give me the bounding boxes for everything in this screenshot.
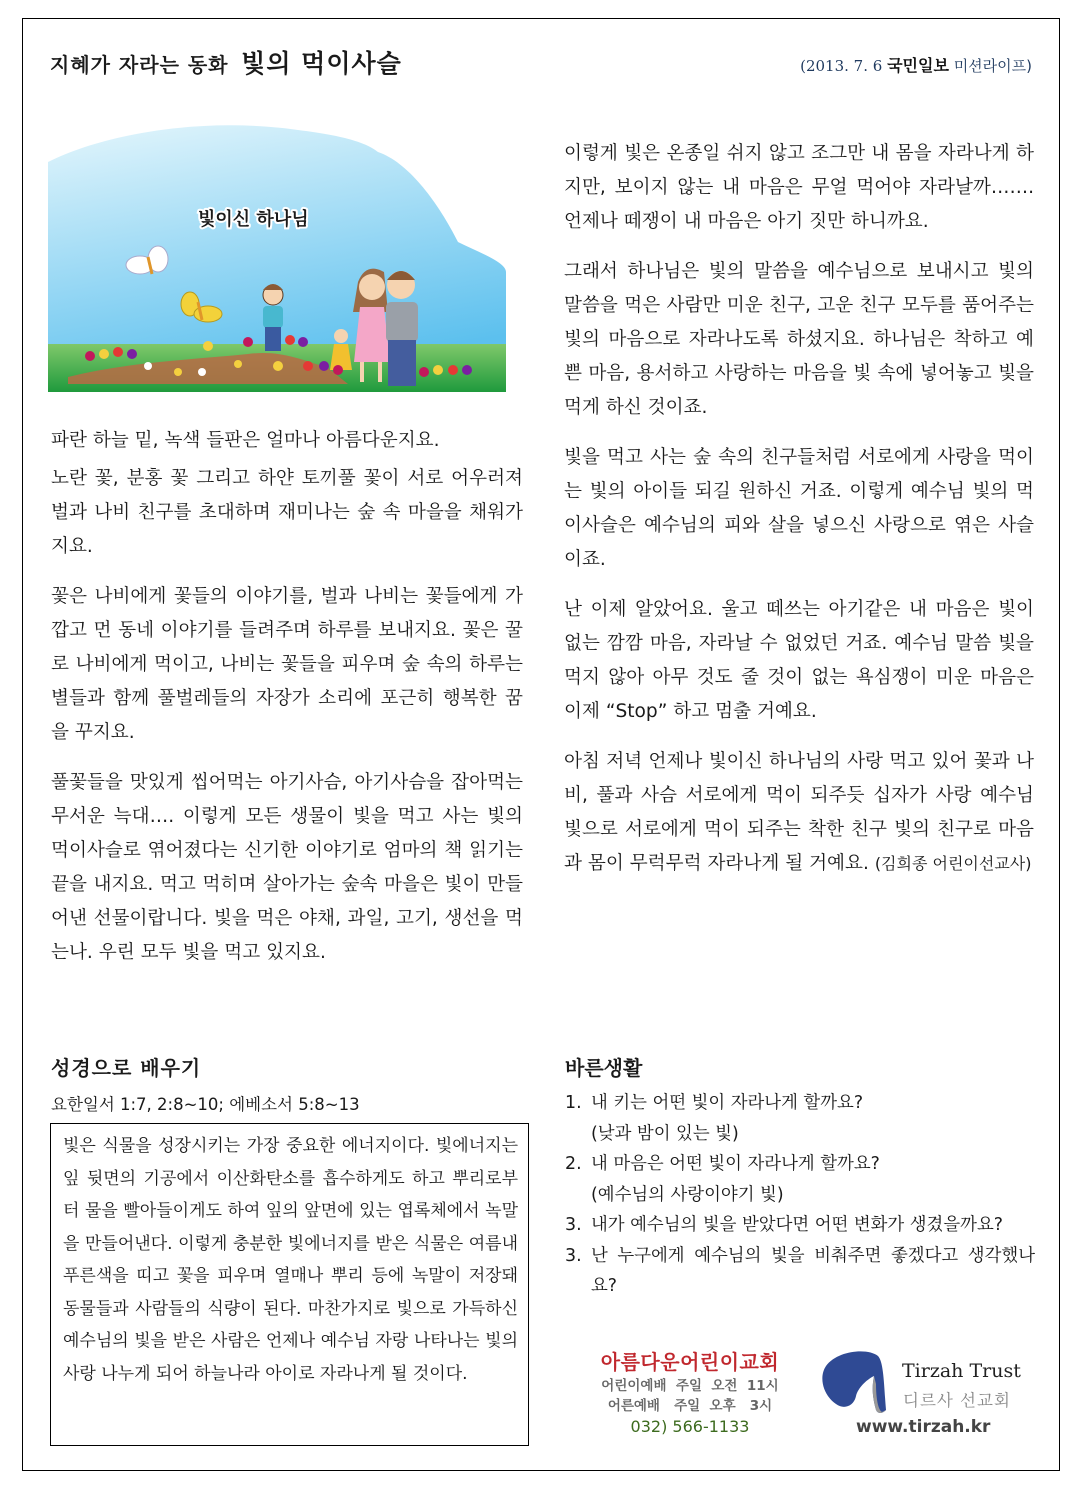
item-number: 2. bbox=[565, 1154, 582, 1174]
church-info bbox=[590, 1348, 790, 1438]
story-paragraph: 풀꽃들을 맛있게 씹어먹는 아기사슴, 아기사슴을 잡아먹는 무서운 늑대…. 이렇게 모든 생물이 빛을 먹고 사는 빛의 먹이사슬로 엮어졌다는 신기한 이야기로 엄마의 책 읽기는 끝을 내지요. 먹고 먹히며 살아가는 숲속 마을은 빛이 만들어낸 선물이랍니다. 빛을 먹은 야채, 과일, 고기, 생선을 먹는나. 우린 모두 빛을 먹고 있지요. bbox=[51, 772, 523, 963]
service-children: 어린이예배 주일 오전 11시 bbox=[601, 1378, 779, 1394]
title-series: 지혜가 자라는 동화 bbox=[50, 53, 229, 77]
bible-reference: 요한일서 1:7, 2:8~10; 에베소서 5:8~13 bbox=[51, 1095, 360, 1114]
item-question: 내가 예수님의 빛을 받았다면 어떤 변화가 생겼을까요? bbox=[591, 1215, 1003, 1235]
story-right-column bbox=[564, 137, 1034, 897]
bible-section-heading: 성경으로 배우기 bbox=[51, 1056, 202, 1080]
list-item bbox=[565, 1241, 1035, 1302]
story-last-text: 아침 저녁 언제나 빛이신 하나님의 사랑 먹고 있어 꽃과 나비, 풀과 사슴 서로에게 먹이 되주듯 십자가 사랑 예수님 빛으로 서로에게 먹이 되주는 착한 친구 빛의 친구로 마음과 몸이 무럭무럭 자라나게 될 거예요. bbox=[564, 751, 1034, 874]
story-paragraph-last bbox=[564, 745, 1034, 881]
item-answer: (예수님의 사랑이야기 빛) bbox=[591, 1184, 784, 1205]
list-item bbox=[565, 1210, 1035, 1241]
item-number: 3. bbox=[565, 1215, 582, 1235]
title-main: 빛의 먹이사슬 bbox=[241, 49, 402, 78]
story-author: (김희종 어린이선교사) bbox=[874, 854, 1032, 873]
story-illustration bbox=[48, 122, 506, 392]
story-paragraph: 이렇게 빛은 온종일 쉬지 않고 조그만 내 몸을 자라나게 하지만, 보이지 않는 내 마음은 무얼 먹어야 자라날까……. 언제나 떼쟁이 내 마음은 아기 짓만 하니까요. bbox=[564, 143, 1034, 232]
story-paragraph: 빛을 먹고 사는 숲 속의 친구들처럼 서로에게 사랑을 먹이는 빛의 아이들 되길 원하신 거죠. 이렇게 예수님 빛의 먹이사슬은 예수님의 피와 살을 넣으신 사랑으로 엮은 사슬이죠. bbox=[564, 447, 1034, 570]
boy-figure bbox=[263, 284, 283, 351]
page-title bbox=[50, 44, 402, 80]
bible-explanation-box bbox=[50, 1123, 529, 1446]
source-paper: 국민일보 bbox=[887, 56, 949, 75]
source-section: 미션라이프) bbox=[953, 57, 1032, 75]
story-paragraph: 꽃은 나비에게 꽃들의 이야기를, 벌과 나비는 꽃들에게 가깝고 먼 동네 이야기를 들려주며 하루를 보내지요. 꽃은 꿀로 나비에게 먹이고, 나비는 꽃들을 피우며 숲 속의 하루는 별들과 함께 풀벌레들의 자장가 소리에 포근히 행복한 꿈을 꾸지요. bbox=[51, 586, 523, 743]
service-adult: 어른예배 주일 오후 3시 bbox=[607, 1398, 773, 1414]
source-citation bbox=[800, 53, 1032, 76]
list-item bbox=[565, 1088, 1035, 1149]
tirzah-logo-icon bbox=[818, 1348, 898, 1418]
life-question-list bbox=[565, 1088, 1035, 1302]
item-question: 난 누구에게 예수님의 빛을 비춰주면 좋겠다고 생각했나요? bbox=[591, 1245, 1035, 1296]
father-figure bbox=[386, 271, 418, 386]
list-item bbox=[565, 1149, 1035, 1210]
tirzah-name-en: Tirzah Trust bbox=[902, 1360, 1021, 1382]
item-number: 3. bbox=[565, 1245, 582, 1266]
source-date: (2013. 7. 6 bbox=[800, 57, 883, 75]
tirzah-name-ko: 디르사 선교회 bbox=[903, 1391, 1011, 1410]
church-name: 아름다운어린이교회 bbox=[600, 1350, 780, 1374]
illustration-caption: 빛이신 하나님 bbox=[198, 209, 309, 230]
item-answer: (낮과 밤이 있는 빛) bbox=[591, 1123, 739, 1144]
story-paragraph: 난 이제 알았어요. 울고 떼쓰는 아기같은 내 마음은 빛이 없는 깜깜 마음, 자라날 수 없었던 거죠. 예수님 말씀 빛을 먹지 않아 아무 것도 줄 것이 없는 욕심쟁이 미운 마음은 이제 “Stop” 하고 멈출 거예요. bbox=[564, 599, 1034, 722]
story-paragraph: 노란 꽃, 분홍 꽃 그리고 하얀 토끼풀 꽃이 서로 어우러져 벌과 나비 친구를 초대하며 재미나는 숲 속 마을을 채워가지요. bbox=[51, 468, 523, 557]
item-number: 1. bbox=[565, 1093, 582, 1113]
life-section-heading: 바른생활 bbox=[565, 1056, 643, 1080]
bible-explanation-text: 빛은 식물을 성장시키는 가장 중요한 에너지이다. 빛에너지는 잎 뒷면의 기공에서 이산화탄소를 흡수하게도 하고 뿌리로부터 물을 빨아들이게도 하여 잎의 앞면에 있는 엽록체에서 녹말을 만들어낸다. 이렇게 충분한 빛에너지를 받은 식물은 여름내 푸른색을 띠고 꽃을 피우며 열매나 뿌리 등에 녹말이 저장돼 동물들과 사람들의 식량이 된다. 마찬가지로 빛으로 가득하신 예수님의 빛을 받은 사람은 언제나 예수님 자랑 나타나는 빛의 사랑 나누게 되어 하늘나라 아이로 자라나게 될 것이다. bbox=[63, 1136, 518, 1384]
item-question: 내 키는 어떤 빛이 자라나게 할까요? bbox=[591, 1093, 864, 1113]
story-paragraph: 그래서 하나님은 빛의 말씀을 예수님으로 보내시고 빛의 말씀을 먹은 사람만 미운 친구, 고운 친구 모두를 품어주는 빛의 마음으로 자라나도록 하셨지요. 하나님은 착하고 예쁜 마음, 용서하고 사랑하는 마음을 빛 속에 넣어놓고 빛을 먹게 하신 것이죠. bbox=[564, 261, 1034, 418]
church-phone: 032) 566-1133 bbox=[630, 1417, 750, 1436]
caption-text bbox=[198, 208, 309, 230]
story-left-column bbox=[51, 424, 523, 986]
story-paragraph: 파란 하늘 밑, 녹색 들판은 얼마나 아름다운지요. bbox=[51, 430, 440, 451]
tirzah-url: www.tirzah.kr bbox=[856, 1417, 991, 1437]
item-question: 내 마음은 어떤 빛이 자라나게 할까요? bbox=[591, 1154, 880, 1174]
